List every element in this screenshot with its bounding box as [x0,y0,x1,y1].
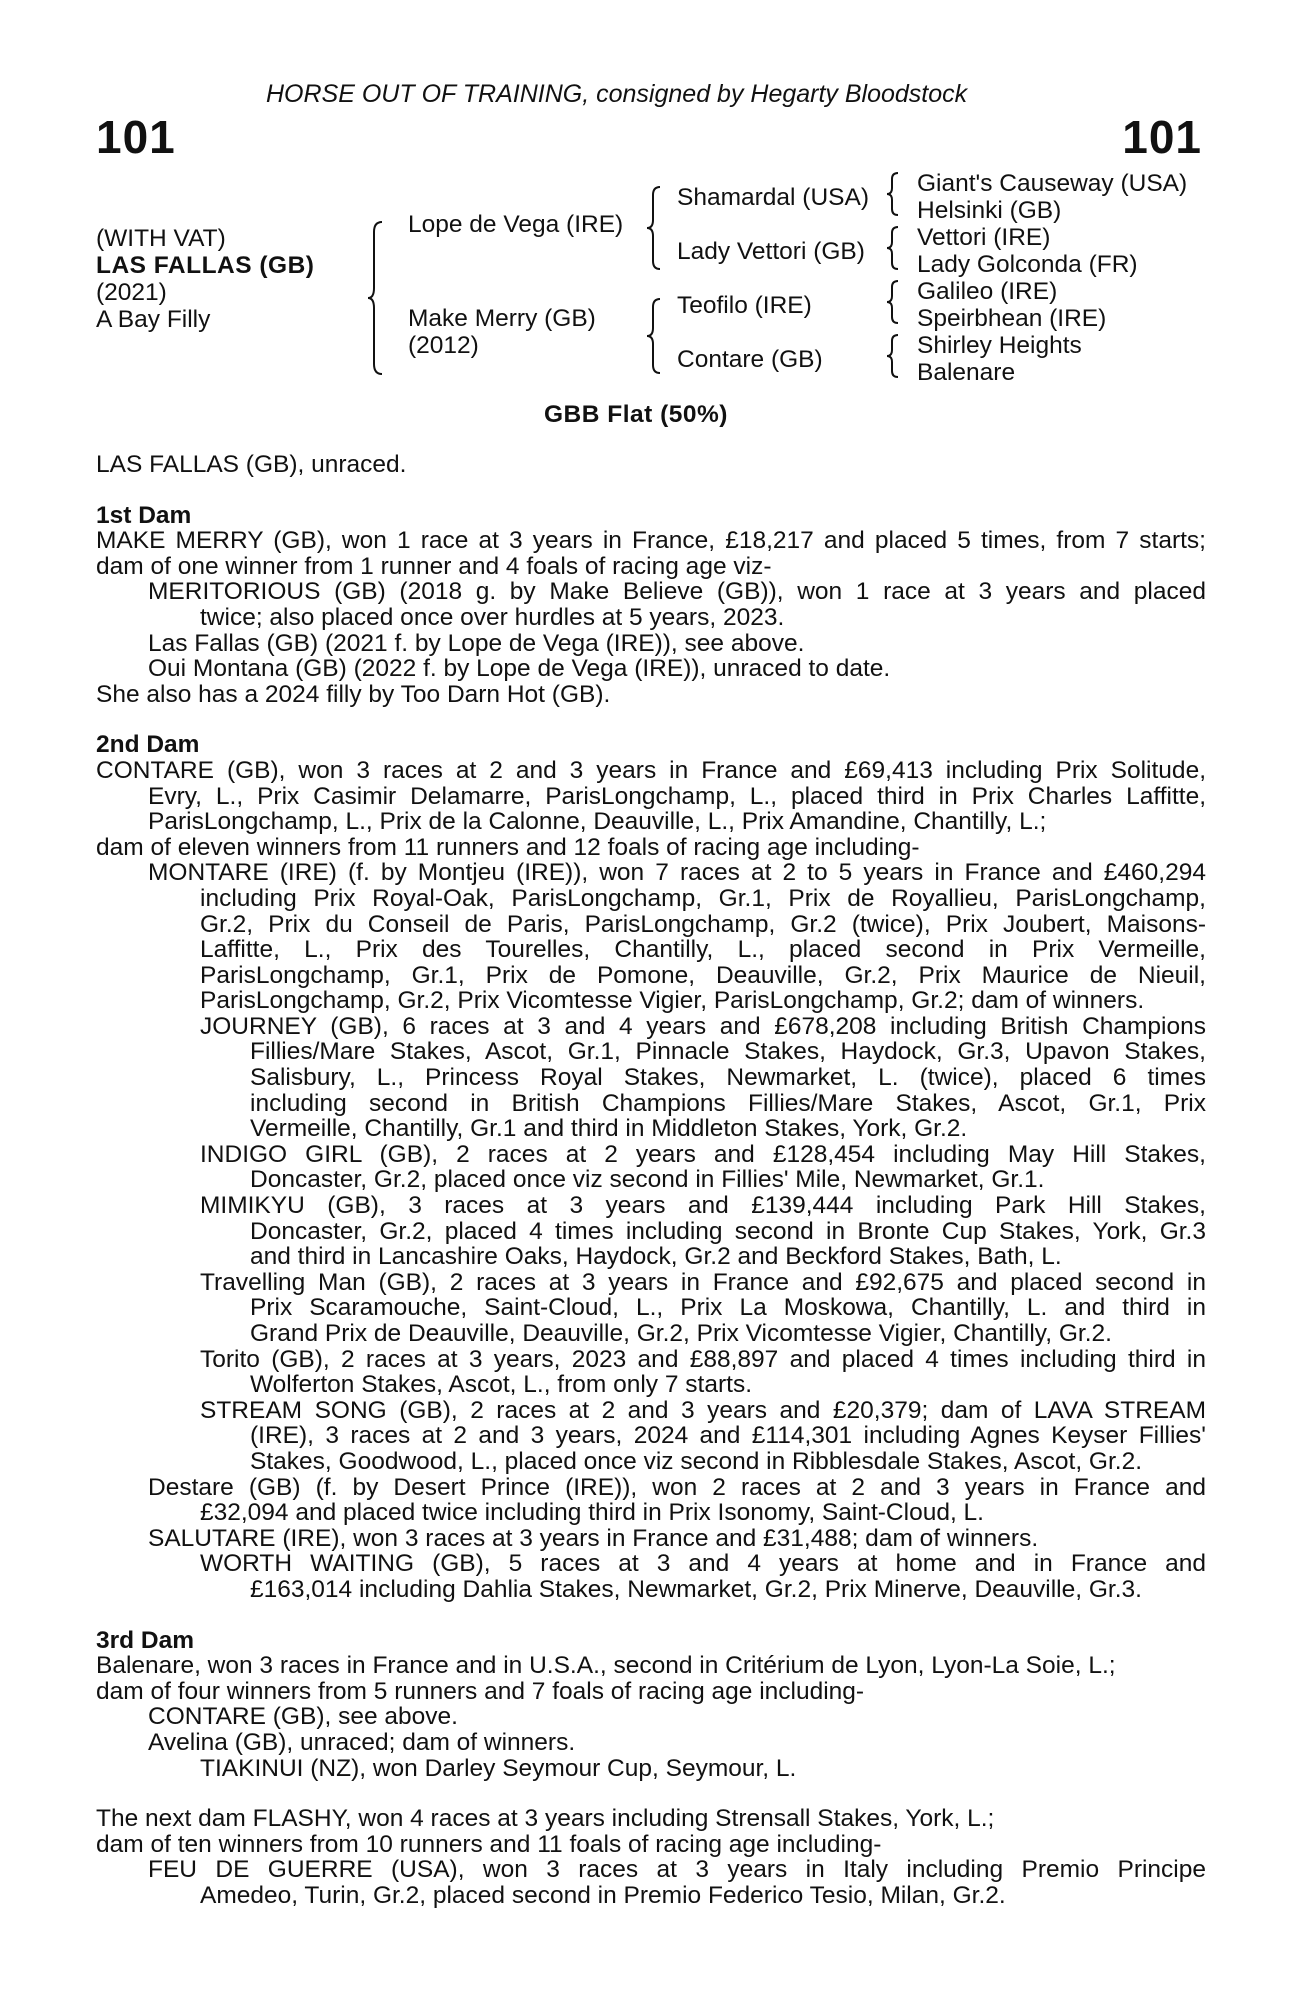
pedigree-sds: Vettori (IRE) [917,224,1051,251]
second-dam-line: (IRE), 3 races at 2 and 3 years, 2024 and £114,301 including Agnes Keyser Fillies' [250,1422,1206,1450]
horse-description: A Bay Filly [96,306,211,333]
second-dam-line: CONTARE (GB), won 3 races at 2 and 3 years in France and £69,413 including Prix Solitude, [96,756,1206,784]
second-dam-line: JOURNEY (GB), 6 races at 3 and 4 years and £678,208 including British Champions [200,1012,1206,1040]
first-dam-heading: 1st Dam [96,501,192,529]
second-dam-line: Doncaster, Gr.2, placed 4 times including second in Bronte Cup Stakes, York, Gr.3 [250,1217,1206,1245]
pedigree-ddd: Balenare [917,359,1016,386]
pedigree-brace-sd [885,224,901,272]
lot-number-left: 101 [96,111,176,163]
intro-line: LAS FALLAS (GB), unraced. [96,451,407,478]
second-dam-line: Prix Scaramouche, Saint-Cloud, L., Prix La Moskowa, Chantilly, L. and third in [250,1294,1206,1322]
second-dam-line: Stakes, Goodwood, L., placed once viz second in Ribblesdale Stakes, Ascot, Gr.2. [250,1447,1143,1475]
pedigree-sire-sire: Shamardal (USA) [677,184,869,211]
second-dam-line: Doncaster, Gr.2, placed once viz second in Fillies' Mile, Newmarket, Gr.1. [250,1166,1045,1194]
consignment-line: HORSE OUT OF TRAINING, consigned by Hegarty Bloodstock [266,80,968,108]
second-dam-line: £32,094 and placed twice including third in Prix Isonomy, Saint-Cloud, L. [200,1499,984,1527]
next-dam-line: dam of ten winners from 10 runners and 11 foals of racing age including- [96,1830,882,1858]
second-dam-line: ParisLongchamp, L., Prix de la Calonne, Deauville, L., Prix Amandine, Chantilly, L.; [148,808,1047,836]
third-dam-line: dam of four winners from 5 runners and 7 foals of racing age including- [96,1677,865,1705]
second-dam-line: Torito (GB), 2 races at 3 years, 2023 and £88,897 and placed 4 times including third in [200,1345,1206,1373]
first-dam-line: twice; also placed once over hurdles at 5 years, 2023. [200,603,785,631]
pedigree-dam-sire: Teofilo (IRE) [677,292,812,319]
second-dam-line: including second in British Champions Fillies/Mare Stakes, Ascot, Gr.1, Prix [250,1089,1206,1117]
second-dam-line: STREAM SONG (GB), 2 races at 2 and 3 years and £20,379; dam of LAVA STREAM [200,1396,1206,1424]
first-dam-line: Las Fallas (GB) (2021 f. by Lope de Vega (IRE)), see above. [148,629,805,657]
second-dam-line: Travelling Man (GB), 2 races at 3 years in France and £92,675 and placed second in [200,1268,1206,1296]
first-dam-line: Oui Montana (GB) (2022 f. by Lope de Vega (IRE)), unraced to date. [148,655,891,683]
second-dam-line: Salisbury, L., Princess Royal Stakes, Newmarket, L. (twice), placed 6 times [250,1064,1206,1092]
second-dam-line: Wolferton Stakes, Ascot, L., from only 7 starts. [250,1371,752,1399]
pedigree-dds: Shirley Heights [917,332,1082,359]
second-dam-line: ParisLongchamp, Gr.2, Prix Vicomtesse Vigier, ParisLongchamp, Gr.2; dam of winners. [200,987,1145,1015]
next-dam-line: The next dam FLASHY, won 4 races at 3 years including Strensall Stakes, York, L.; [96,1805,995,1833]
second-dam-line: Fillies/Mare Stakes, Ascot, Gr.1, Pinnacle Stakes, Haydock, Gr.3, Upavon Stakes, [250,1038,1206,1066]
third-dam-line: CONTARE (GB), see above. [148,1703,458,1731]
pedigree-dam-year: (2012) [408,332,479,359]
next-dam-line: Amedeo, Turin, Gr.2, placed second in Premio Federico Tesio, Milan, Gr.2. [200,1881,1006,1909]
second-dam-line: MONTARE (IRE) (f. by Montjeu (IRE)), won 7 races at 2 to 5 years in France and £460,294 [148,859,1206,887]
second-dam-heading: 2nd Dam [96,731,200,759]
pedigree-dam-dam: Contare (GB) [677,346,823,373]
horse-name: LAS FALLAS (GB) [96,252,315,279]
second-dam-line: including Prix Royal-Oak, ParisLongchamp, Gr.1, Prix de Royallieu, ParisLongchamp, [200,884,1206,912]
third-dam-heading: 3rd Dam [96,1626,195,1654]
second-dam-line: and third in Lancashire Oaks, Haydock, Gr.2 and Beckford Stakes, Bath, L. [250,1243,1062,1271]
second-dam-line: SALUTARE (IRE), won 3 races at 3 years in France and £31,488; dam of winners. [148,1524,1039,1552]
pedigree-dsd: Speirbhean (IRE) [917,305,1107,332]
next-dam-line: FEU DE GUERRE (USA), won 3 races at 3 years in Italy including Premio Principe [148,1856,1206,1884]
pedigree-dss: Galileo (IRE) [917,278,1058,305]
third-dam-line: TIAKINUI (NZ), won Darley Seymour Cup, Seymour, L. [200,1754,797,1782]
pedigree-dam: Make Merry (GB) [408,305,596,332]
second-dam-line: dam of eleven winners from 11 runners and 12 foals of racing age including- [96,833,920,861]
pedigree-brace-ds [885,278,901,326]
first-dam-line: MAKE MERRY (GB), won 1 race at 3 years in France, £18,217 and placed 5 times, from 7 starts; [96,527,1206,555]
second-dam-line: Laffitte, L., Prix des Tourelles, Chantilly, L., placed second in Prix Vermeille, [200,936,1206,964]
second-dam-line: Destare (GB) (f. by Desert Prince (IRE)), won 2 races at 2 and 3 years in France and [148,1473,1206,1501]
catalogue-body [96,452,1206,1908]
pedigree-brace-dd [885,332,901,380]
second-dam-line: MIMIKYU (GB), 3 races at 3 years and £139,444 including Park Hill Stakes, [200,1192,1206,1220]
pedigree-brace-main [366,218,386,378]
third-dam-line: Balenare, won 3 races in France and in U.S.A., second in Critérium de Lyon, Lyon-La Soie, L.; [96,1652,1116,1680]
first-dam-line: dam of one winner from 1 runner and 4 foals of racing age viz- [96,552,772,580]
third-dam-line: Avelina (GB), unraced; dam of winners. [148,1728,576,1756]
second-dam-line: Vermeille, Chantilly, Gr.1 and third in Middleton Stakes, York, Gr.2. [250,1115,968,1143]
lot-number-right: 101 [1122,111,1202,163]
second-dam-line: £163,014 including Dahlia Stakes, Newmarket, Gr.2, Prix Minerve, Deauville, Gr.3. [250,1575,1142,1603]
pedigree-brace-dam [645,296,663,376]
second-dam-line: Gr.2, Prix du Conseil de Paris, ParisLongchamp, Gr.2 (twice), Prix Joubert, Maisons- [200,910,1206,938]
second-dam-line: ParisLongchamp, Gr.1, Prix de Pomone, Deauville, Gr.2, Prix Maurice de Nieuil, [200,961,1206,989]
pedigree-sdd: Lady Golconda (FR) [917,251,1138,278]
pedigree-sire-dam: Lady Vettori (GB) [677,238,865,265]
vat-note: (WITH VAT) [96,225,226,252]
pedigree-sss: Giant's Causeway (USA) [917,170,1188,197]
second-dam-line: Grand Prix de Deauville, Deauville, Gr.2, Prix Vicomtesse Vigier, Chantilly, Gr.2. [250,1320,1112,1347]
pedigree-sire: Lope de Vega (IRE) [408,211,624,238]
pedigree-brace-sire [645,184,663,272]
second-dam-line: Evry, L., Prix Casimir Delamarre, ParisLongchamp, L., placed third in Prix Charles Laffitte, [148,782,1206,810]
horse-year: (2021) [96,279,167,306]
first-dam-line: She also has a 2024 filly by Too Darn Hot (GB). [96,680,611,708]
gbb-flat-rating: GBB Flat (50%) [544,401,728,428]
first-dam-line: MERITORIOUS (GB) (2018 g. by Make Believe (GB)), won 1 race at 3 years and placed [148,578,1206,606]
second-dam-line: WORTH WAITING (GB), 5 races at 3 and 4 years at home and in France and [200,1550,1206,1578]
pedigree-brace-ss [885,170,901,218]
second-dam-line: INDIGO GIRL (GB), 2 races at 2 years and £128,454 including May Hill Stakes, [200,1140,1206,1168]
pedigree-ssd: Helsinki (GB) [917,197,1062,224]
